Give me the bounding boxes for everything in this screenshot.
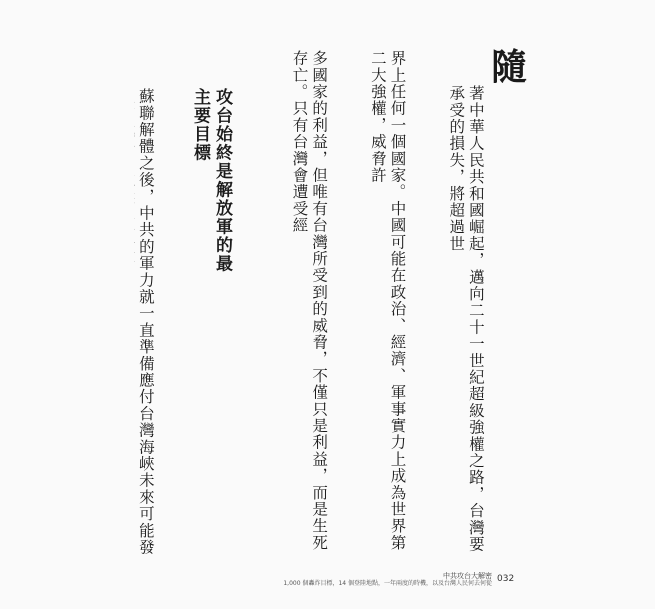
second-text-block — [134, 88, 194, 568]
text-line: 蘇聯解體之後，中共的軍力就一直準備應付台灣海峽未來可能發 — [136, 88, 155, 556]
section-heading: 攻台始終是解放軍的最主要目標 — [190, 88, 232, 273]
page-number: 032 — [497, 574, 515, 584]
book-title: 中共攻台大解密 — [443, 572, 492, 580]
text-line: 多國家的利益，但唯有台灣所受到的威脅，不僅只是利益，而是生死存亡。只有台灣會遭受經 — [290, 50, 329, 551]
book-subtitle: 1,000 個轟炸目標，14 個登陸地點，一年兩度的時機，以及台灣人民何去何從 — [283, 580, 492, 587]
text-line: 著中華人民共和國崛起，邁向二十一世紀超級強權之路，台灣要承受的損失，將超過世 — [447, 85, 485, 553]
drop-cap: 隨 — [491, 46, 528, 88]
page-footer — [282, 572, 492, 594]
text-line: 界上任何一個國家。中國可能在政治、經濟、軍事實力上成為世界第二大強權，威脅許 — [368, 50, 407, 551]
main-text-block — [254, 50, 524, 555]
